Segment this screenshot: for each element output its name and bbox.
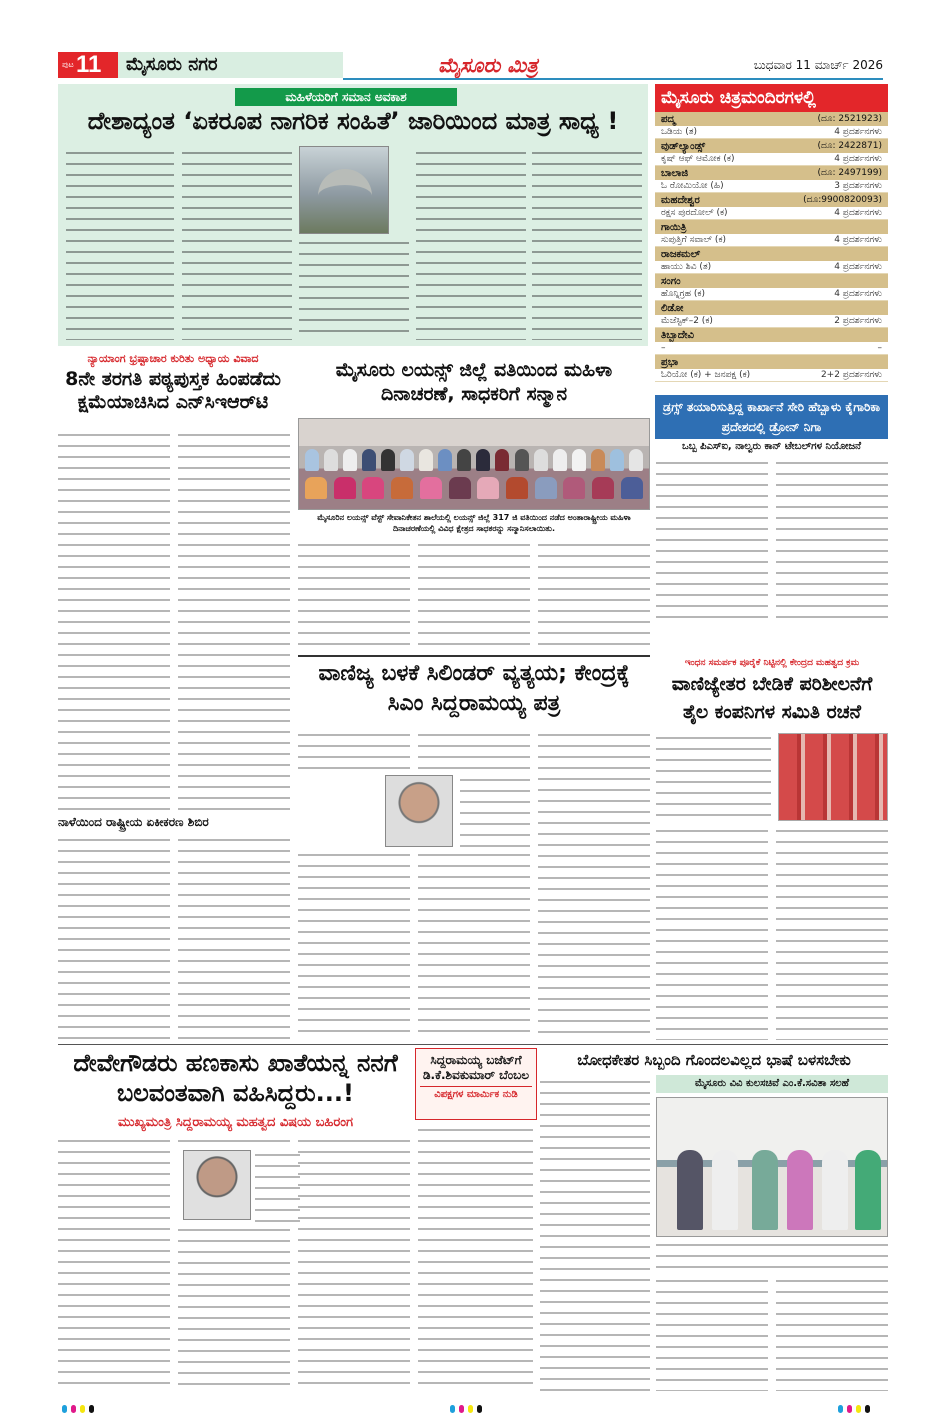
lead-text-column (299, 238, 409, 340)
registration-mark (865, 1405, 870, 1413)
registration-mark (80, 1405, 85, 1413)
cylinder-text-column (538, 730, 650, 1040)
registration-mark (856, 1405, 861, 1413)
standing-person (457, 449, 471, 471)
cinema-hall-row (655, 166, 888, 180)
devegowda-text-column (298, 1136, 410, 1391)
cinema-hall-name: ಬಾಲಾಜಿ (661, 167, 689, 179)
lead-text-column (66, 148, 174, 340)
ncert-headline: 8ನೇ ತರಗತಿ ಪಠ್ಯಪುಸ್ತಕ ಹಿಂಪಡೆದು ಕ್ಷಮೆಯಾಚಿಸಿದ ಎನ್‌ಸಿಇಆರ್‌ಟಿ (65, 368, 281, 413)
lead-kicker: ಮಹಿಳೆಯರಿಗೆ ಸಮಾನ ಅವಕಾಶ (235, 88, 457, 106)
bodha-text-column (656, 1276, 768, 1391)
dks-text-column (418, 1125, 533, 1391)
registration-marks (450, 1405, 482, 1413)
cinema-film-row (655, 288, 888, 301)
masthead (58, 52, 883, 78)
standing-person (362, 449, 376, 471)
cylinder-text-column (298, 730, 410, 770)
devegowda-text-column (178, 1136, 290, 1148)
cinema-hall-name: ಗಾಯಿತ್ರಿ (661, 221, 687, 233)
oil-text-column (656, 733, 771, 821)
show-count: 4 ಪ್ರದರ್ಶನಗಳು (834, 235, 882, 245)
cinema-film-row (655, 315, 888, 328)
registration-mark (838, 1405, 843, 1413)
devegowda-kicker: ಮುಖ್ಯಮಂತ್ರಿ ಸಿದ್ದರಾಮಯ್ಯ ಮಹತ್ವದ ವಿಷಯ ಬಹಿರಂಗ (118, 1115, 353, 1130)
cinema-hall-phone: (ದೂ: 2521923) (817, 114, 882, 124)
cinema-hall-name: ವುಡ್‌ಲ್ಯಾಂಡ್ಸ್ (661, 140, 706, 152)
bodha-text-column (540, 1077, 650, 1391)
lead-story (58, 84, 648, 346)
cinema-hall-row (655, 112, 888, 126)
registration-mark (459, 1405, 464, 1413)
devegowda-text-column (255, 1150, 300, 1222)
lions-text-column (418, 540, 530, 650)
cinema-hall-phone: (ದೂ:9900820093) (803, 195, 882, 205)
ncert-text-column (58, 430, 170, 810)
registration-mark (89, 1405, 94, 1413)
show-count: 4 ಪ್ರದರ್ಶನಗಳು (834, 208, 882, 218)
ncert-kicker: ನ್ಯಾಯಾಂಗ ಭ್ರಷ್ಟಾಚಾರ ಕುರಿತು ಅಧ್ಯಾಯ ವಿವಾದ (87, 352, 259, 365)
show-count: 3 ಪ್ರದರ್ಶನಗಳು (834, 181, 882, 191)
drugs-subhead: ಒಬ್ಬ ಪಿಎಸ್‌ಐ, ನಾಲ್ವರು ಕಾನ್ ಟೇಬಲ್‌ಗಳ ನಿಯೋಜನೆ (681, 441, 862, 452)
seated-honoree (449, 477, 471, 499)
siddaramaiah-photo (385, 775, 453, 847)
film-title: ಸುಪುತ್ತಿಗೆ ಸವಾಲ್ (ಕ) (661, 235, 727, 245)
cinema-hall-row (655, 139, 888, 153)
issue-date: ಬುಧವಾರ 11 ಮಾರ್ಚ್ 2026 (753, 58, 883, 72)
newspaper-logo: ಮೈಸೂರು ಮಿತ್ರ (438, 53, 538, 77)
standing-person (629, 449, 643, 471)
lead-text-column (532, 148, 642, 340)
registration-marks (62, 1405, 94, 1413)
show-count: 4 ಪ್ರದರ್ಶನಗಳು (834, 127, 882, 137)
cinema-title: ಮೈಸೂರು ಚಿತ್ರಮಂದಿರಗಳಲ್ಲಿ (655, 84, 888, 112)
cinema-hall-row (655, 193, 888, 207)
cylinder-headline: ವಾಣಿಜ್ಯ ಬಳಕೆ ಸಿಲಿಂಡರ್ ವ್ಯತ್ಯಯ; ಕೇಂದ್ರಕ್ಕೆ ಸಿಎಂ ಸಿದ್ದರಾಮಯ್ಯ ಪತ್ರ (298, 655, 650, 719)
standing-person (515, 449, 529, 471)
cinema-film-row (655, 369, 888, 382)
lions-text-column (538, 540, 650, 650)
event-person (787, 1150, 813, 1230)
standing-person (305, 449, 319, 471)
oil-text-column (656, 826, 768, 1040)
cinema-hall-row (655, 247, 888, 261)
seated-honoree (334, 477, 356, 499)
cinema-film-row (655, 180, 888, 193)
standing-person (381, 449, 395, 471)
film-title: ಒಡಿಯ (ತ) (661, 127, 698, 137)
registration-mark (450, 1405, 455, 1413)
standing-person (419, 449, 433, 471)
drugs-text-column (656, 458, 768, 618)
section-name: ಮೈಸೂರು ನಗರ (118, 52, 343, 78)
lead-text-column (182, 148, 292, 340)
registration-mark (468, 1405, 473, 1413)
film-title: ರಕ್ಷಸ ಪುರದೋಲ್ (ಕ) (661, 208, 728, 218)
dks-line-1: ಸಿದ್ದರಾಮಯ್ಯ ಬಜೆಟ್‌ಗೆ (430, 1053, 522, 1067)
seated-honoree (563, 477, 585, 499)
page-number: 11 (76, 51, 102, 78)
lions-text-column (298, 540, 410, 650)
seated-honoree (420, 477, 442, 499)
cinema-hall-name: ಪದ್ಮ (661, 113, 676, 125)
film-title: ಹಾಯು ಶಿವಿ (ತ) (661, 262, 712, 272)
seated-honoree (362, 477, 384, 499)
masthead-rule (343, 78, 883, 80)
dks-line-2: ಡಿ.ಕೆ.ಶಿವಕುಮಾರ್ ಬೆಂಬಲ (422, 1068, 529, 1082)
film-title: ಓರಿಯೋ (ಕ) + ಜನಪಕ್ಷ (ಕ) (661, 370, 751, 380)
bodha-headline: ಬೋಧಕೇತರ ಸಿಬ್ಬಂದಿ ಗೊಂದಲವಿಲ್ಲದ ಭಾಷೆ ಬಳಸಬೇಕು (577, 1051, 851, 1069)
page-number-badge (58, 52, 118, 78)
oil-text-column (776, 826, 888, 1040)
section-divider (58, 1044, 888, 1045)
vc-event-photo (656, 1097, 888, 1237)
cinema-hall-phone: (ದೂ: 2497199) (817, 168, 882, 178)
devegowda-text-column (178, 1225, 290, 1391)
standing-person (610, 449, 624, 471)
registration-mark (847, 1405, 852, 1413)
cinema-hall-name: ಮಹದೇಶ್ವರ (661, 194, 700, 206)
film-title: ಹೊನ್ನಿಗ್ರಹ (ಕ) (661, 289, 705, 299)
lions-headline: ಮೈಸೂರು ಲಯನ್ಸ್ ಜಿಲ್ಲೆ ವತಿಯಿಂದ ಮಹಿಳಾ ದಿನಾಚರಣೆ, ಸಾಧಕರಿಗೆ ಸನ್ಮಾನ (335, 359, 613, 405)
cinema-hall-name: ಸಂಗಂ (661, 275, 681, 287)
cinema-film-row (655, 207, 888, 220)
film-title: ಓ ರೋಮಿಯೋ (ಹಿ) (661, 181, 724, 191)
cylinder-text-column (460, 775, 530, 850)
show-count: 2+2 ಪ್ರದರ್ಶನಗಳು (820, 370, 882, 380)
dks-line-3: ವಿಪಕ್ಷಗಳ ಮಾರ್ಮಿಕ ನುಡಿ (420, 1086, 532, 1100)
cinema-hall-name: ತಿಬ್ಬಾದೇವಿ (661, 329, 694, 341)
drugs-headline: ಡ್ರಗ್ಸ್ ತಯಾರಿಸುತ್ತಿದ್ದ ಕಾರ್ಖಾನೆ ಸೇರಿ ಹೆಬ್ಬಾಳು ಕೈಗಾರಿಕಾ ಪ್ರದೇಶದಲ್ಲಿ ಡ್ರೋನ್ ನಿಗಾ (655, 395, 888, 439)
registration-mark (62, 1405, 67, 1413)
seated-honoree (621, 477, 643, 499)
event-person (677, 1150, 703, 1230)
event-person (712, 1150, 738, 1230)
cinema-hall-row (655, 301, 888, 315)
seated-honoree (535, 477, 557, 499)
page-label: ಪುಟ (62, 60, 74, 69)
standing-person (572, 449, 586, 471)
camp-text-column (178, 835, 290, 1040)
lpg-cylinders-photo (778, 733, 888, 821)
supreme-court-photo (299, 146, 389, 234)
cinema-hall-row (655, 328, 888, 342)
standing-person (324, 449, 338, 471)
vc-advice-tag: ಮೈಸೂರು ವಿವಿ ಕುಲಸಚಿವೆ ಎಂ.ಕೆ.ಸವಿತಾ ಸಲಹೆ (656, 1075, 888, 1093)
standing-person (553, 449, 567, 471)
dks-budget-box (415, 1048, 537, 1120)
cylinder-text-column (418, 850, 530, 1040)
lead-text-column (416, 148, 526, 340)
registration-marks (838, 1405, 870, 1413)
devegowda-text-column (58, 1136, 170, 1391)
cinema-film-row (655, 126, 888, 139)
standing-person (438, 449, 452, 471)
standing-person (591, 449, 605, 471)
show-count: – (877, 343, 882, 353)
siddaramaiah-photo (183, 1150, 251, 1220)
standing-person (476, 449, 490, 471)
seated-honoree (477, 477, 499, 499)
vc-photo-caption (656, 1240, 888, 1270)
camp-headline: ನಾಳೆಯಿಂದ ರಾಷ್ಟ್ರೀಯ ಏಕೀಕರಣ ಶಿಬಿರ (58, 815, 209, 829)
cylinder-text-column (298, 850, 410, 1040)
standing-person (495, 449, 509, 471)
cinema-hall-name: ಲಿಡೋ (661, 302, 684, 314)
lions-group-photo (298, 418, 650, 510)
cinema-film-row (655, 234, 888, 247)
cinema-hall-row (655, 274, 888, 288)
ncert-text-column (178, 430, 290, 810)
cinema-film-row (655, 261, 888, 274)
lead-headline: ದೇಶಾದ್ಯಂತ ‘ಏಕರೂಪ ನಾಗರಿಕ ಸಂಹಿತೆ’ ಜಾರಿಯಿಂದ ಮಾತ್ರ ಸಾಧ್ಯ ! (87, 107, 619, 135)
standing-person (400, 449, 414, 471)
standing-person (343, 449, 357, 471)
oil-headline: ವಾಣಿಜ್ಯೇತರ ಬೇಡಿಕೆ ಪರಿಶೀಲನೆಗೆ ತೈಲ ಕಂಪನಿಗಳ ಸಮಿತಿ ರಚನೆ (671, 673, 873, 723)
cinema-hall-phone: (ದೂ: 2422871) (817, 141, 882, 151)
seated-honoree (305, 477, 327, 499)
cylinder-text-column (418, 730, 530, 770)
cinema-film-row (655, 153, 888, 166)
registration-mark (71, 1405, 76, 1413)
drugs-text-column (776, 458, 888, 618)
film-title: ಕೃಷ್ ಆಫ್ ಆಮೋಕ (ಕ) (661, 154, 735, 164)
event-person (752, 1150, 778, 1230)
lions-photo-caption: ಮೈಸೂರಿನ ಲಯನ್ಸ್ ವೆಸ್ಟ್ ಸೇವಾನಿಕೇತನ ಶಾಲೆಯಲ್ಲಿ ಲಯನ್ಸ್ ಜಿಲ್ಲೆ 317 ಜಿ ವತಿಯಿಂದ ನಡೆದ ಅಂತಾರಾಷ್ಟ್ರೀಯ ಮಹಿಳಾ ದಿನಾಚರಣೆಯಲ್ಲಿ ವಿವಿಧ ಕ್ಷೇತ್ರದ ಸಾಧಕರನ್ನು ಸನ್ಮಾನಿಸಲಾಯಿತು. (317, 513, 631, 533)
seated-honoree (391, 477, 413, 499)
bodha-text-column (776, 1276, 888, 1391)
seated-honoree (592, 477, 614, 499)
show-count: 4 ಪ್ರದರ್ಶನಗಳು (834, 154, 882, 164)
show-count: 2 ಪ್ರದರ್ಶನಗಳು (834, 316, 882, 326)
cinema-hall-row (655, 220, 888, 234)
seated-honoree (506, 477, 528, 499)
devegowda-headline: ದೇವೇಗೌಡರು ಹಣಕಾಸು ಖಾತೆಯನ್ನ ನನಗೆ ಬಲವಂತವಾಗಿ ವಹಿಸಿದ್ದರು...! (73, 1049, 398, 1107)
show-count: 4 ಪ್ರದರ್ಶನಗಳು (834, 262, 882, 272)
cinema-film-row (655, 342, 888, 355)
cinema-hall-name: ಪ್ರಭಾ (661, 356, 679, 368)
film-title: ಮೆಜೆಸ್ಟಿಕ್–2 (ಕ) (661, 316, 713, 326)
cinema-hall-name: ರಾಜಕಮಲ್ (661, 248, 701, 260)
event-person (855, 1150, 881, 1230)
film-title: – (661, 343, 666, 353)
registration-mark (477, 1405, 482, 1413)
show-count: 4 ಪ್ರದರ್ಶನಗಳು (834, 289, 882, 299)
cinema-hall-row (655, 355, 888, 369)
standing-person (534, 449, 548, 471)
camp-text-column (58, 835, 170, 1040)
event-person (822, 1150, 848, 1230)
cinema-listings (655, 84, 888, 389)
oil-kicker: ಇಂಧನ ಸಮರ್ಪಕ ಪೂರೈಕೆ ನಿಟ್ಟಿನಲ್ಲಿ ಕೇಂದ್ರದ ಮಹತ್ವದ ಕ್ರಮ (684, 658, 860, 668)
